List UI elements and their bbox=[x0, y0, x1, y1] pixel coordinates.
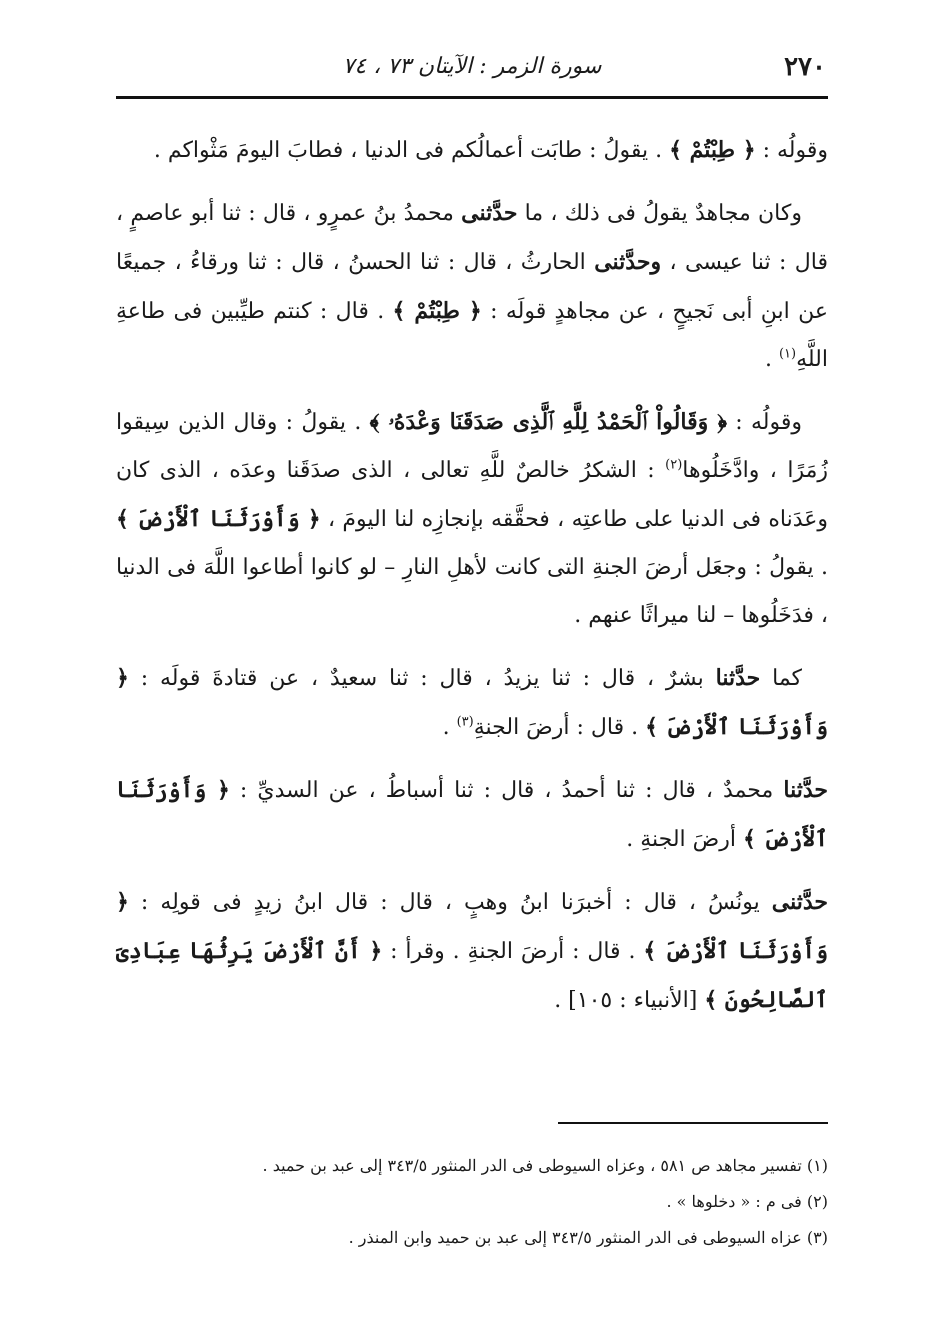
footnote-marker: (٢) bbox=[665, 457, 683, 473]
narration-keyword: وحدَّثنى bbox=[594, 249, 662, 275]
quran-quote: ﴿ وَقَالُواْ ٱلْحَمْدُ لِلَّهِ ٱلَّذِى صَدَقَنَا وَعْدَهُۥ ﴾ bbox=[369, 409, 727, 435]
text-run: . bbox=[442, 715, 457, 740]
text-run: وقولُه : bbox=[755, 138, 828, 163]
text-run: : الشكرُ خالصٌ للَّهِ تعالى ، الذى صدَقَنا وعدَه ، الذى كان وعَدَناه فى الدنيا على طاعتِه ، فحقَّقه بإنجازِه لنا اليومَ ، bbox=[116, 458, 828, 532]
footnote-rule bbox=[558, 1122, 828, 1124]
paragraph bbox=[116, 654, 828, 752]
text-run: . يقولُ : وجعَل أرضَ الجنةِ التى كانت لأهلِ النارِ – لو كانوا أطاعوا اللَّهَ فى الدنيا ، فدَخَلُوها – لنا ميراثًا عنهم . bbox=[116, 555, 828, 628]
text-run: محمدُ بنُ عمرٍو ، قال : ثنا أبو عاصمٍ ، قال : ثنا عيسى ، bbox=[116, 201, 828, 275]
paragraph bbox=[116, 189, 828, 384]
running-title: سورة الزمر : الآيتان ٧٣ ، ٧٤ bbox=[342, 54, 602, 79]
footnote-marker: (٣) bbox=[456, 714, 474, 730]
paragraph bbox=[116, 766, 828, 864]
quran-quote: ﴿ وَأَوْرَثَنَا ٱلْأَرْضَ ﴾ bbox=[116, 777, 828, 852]
main-text bbox=[116, 126, 828, 1039]
header-rule bbox=[116, 96, 828, 99]
footnotes bbox=[116, 1148, 828, 1256]
text-run: . قال : أرضَ الجنةِ . وقرأ : bbox=[382, 939, 644, 964]
text-run: أرضَ الجنةِ . bbox=[626, 827, 743, 852]
quran-quote: ﴿ وَأَوْرَثَنَا ٱلْأَرْضَ ﴾ bbox=[116, 889, 828, 964]
text-run: [الأنبياء : ١٠٥] . bbox=[554, 988, 705, 1013]
text-run: وكان مجاهدٌ يقولُ فى ذلك ، ما bbox=[517, 201, 802, 226]
text-run: . يقولُ : وقال الذين سِيقوا زُمَرًا ، وادَّخَلُوها bbox=[116, 410, 828, 483]
quran-quote: ﴿ وَأَوْرَثَنَا ٱلْأَرْضَ ﴾ bbox=[116, 506, 321, 532]
footnote-marker: (١) bbox=[778, 346, 797, 362]
page-header bbox=[118, 48, 826, 92]
text-run: . يقولُ : طابَت أعمالُكم فى الدنيا ، فطابَ اليومَ مَثْواكم . bbox=[153, 138, 670, 163]
text-run: يونُسُ ، قال : أخبرَنا ابنُ وهبٍ ، قال : قال ابنُ زيدٍ فى قولِه : bbox=[128, 890, 772, 915]
quran-quote: ﴿ طِبْتُمْ ﴾ bbox=[392, 298, 482, 324]
paragraph bbox=[116, 878, 828, 1025]
footnote: (١) تفسير مجاهد ص ٥٨١ ، وعزاه السيوطى فى الدر المنثور ٣٤٣/٥ إلى عبد بن حميد . bbox=[262, 1156, 828, 1175]
narration-keyword: حدَّثنى bbox=[461, 200, 518, 226]
footnote: (٣) عزاه السيوطى فى الدر المنثور ٣٤٣/٥ إلى عبد بن حميد وابن المنذر . bbox=[348, 1228, 828, 1247]
text-run: بشرٌ ، قال : ثنا يزيدُ ، قال : ثنا سعيدٌ ، عن قتادةَ قولَه : bbox=[128, 666, 716, 691]
quran-quote: ﴿ طِبْتُمْ ﴾ bbox=[669, 137, 756, 163]
text-run: . قال : كنتم طيِّبين فى طاعةِ اللَّهِ bbox=[116, 299, 828, 372]
quran-quote: ﴿ وَأَوْرَثَنَا ٱلْأَرْضَ ﴾ bbox=[116, 665, 828, 740]
paragraph bbox=[116, 398, 828, 640]
page-number: ٢٧٠ bbox=[784, 52, 826, 82]
text-run: . bbox=[764, 347, 779, 372]
text-run: وقولُه : bbox=[726, 410, 802, 435]
narration-keyword: حدَّثنى bbox=[771, 889, 828, 915]
quran-quote: ﴿ أَنَّ ٱلْأَرْضَ يَرِثُهَا عِبَادِىَ ٱلصَّالِحُونَ ﴾ bbox=[116, 938, 828, 1013]
narration-keyword: حدَّثنا bbox=[783, 777, 828, 803]
narration-keyword: حدَّثنا bbox=[715, 665, 761, 691]
text-run: كما bbox=[760, 666, 803, 691]
text-run: الحارثُ ، قال : ثنا الحسنُ ، قال : ثنا ورقاءُ ، جميعًا عن ابنِ أبى نَجيحٍ ، عن مجاهدٍ قولَه : bbox=[116, 250, 828, 324]
footnote: (٢) فى م : « دخلوها » . bbox=[666, 1192, 828, 1211]
paragraph bbox=[116, 126, 828, 175]
text-run: محمدٌ ، قال : ثنا أحمدُ ، قال : ثنا أسباطُ ، عن السديِّ : bbox=[229, 778, 784, 803]
text-run: . قال : أرضَ الجنةِ bbox=[473, 715, 646, 740]
